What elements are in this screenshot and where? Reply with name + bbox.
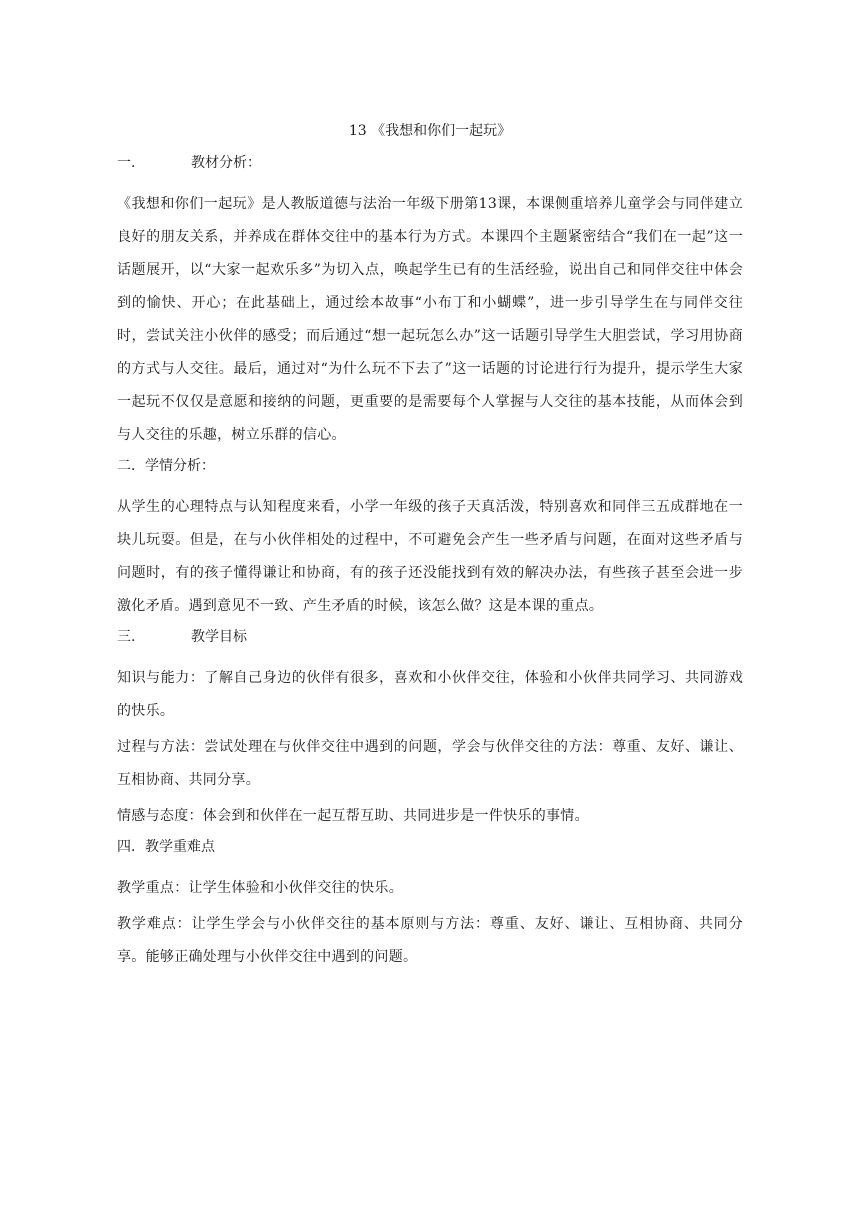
section-number: 二． (117, 458, 145, 474)
paragraph: 从学生的心理特点与认知程度来看，小学一年级的孩子天真活泼，特别喜欢和同伴三五成群地在一块儿玩耍。但是，在与小伙伴相处的过程中，不可避免会产生一些矛盾与问题，在面对这些矛盾与问题时，有的孩子懂得谦让和协商，有的孩子还没能找到有效的解决办法，有些孩子甚至会进一步激化矛盾。遇到意见不一致、产生矛盾的时候，该怎么做？这是本课的重点。 (117, 499, 743, 614)
paragraph: 情感与态度：体会到和伙伴在一起互帮互助、共同进步是一件快乐的事情。 (117, 808, 589, 824)
document-title: 13 《我想和你们一起玩》 (348, 123, 512, 139)
paragraph: 教学重点：让学生体验和小伙伴交往的快乐。 (117, 880, 403, 896)
section-heading-text: 教材分析： (191, 155, 261, 171)
section-heading-text: 教学重难点 (145, 839, 215, 855)
section-heading-4 (117, 836, 743, 858)
section-number: 一. (117, 155, 136, 171)
paragraph: 教学难点：让学生学会与小伙伴交往的基本原则与方法：尊重、友好、谦让、互相协商、共同分享。能够正确处理与小伙伴交往中遇到的问题。 (117, 916, 743, 965)
paragraph: 知识与能力：了解自己身边的伙伴有很多，喜欢和小伙伴交往，体验和小伙伴共同学习、共同游戏的快乐。 (117, 670, 743, 719)
section-heading-text: 学情分析： (145, 458, 215, 474)
section-number: 四． (117, 839, 145, 855)
paragraph: 《我想和你们一起玩》是人教版道德与法治一年级下册第13课，本课侧重培养儿童学会与同伴建立良好的朋友关系，并养成在群体交往中的基本行为方式。本课四个主题紧密结合“我们在一起”这一话题展开，以“大家一起欢乐多”为切入点，唤起学生已有的生活经验，说出自己和同伴交往中体会到的愉快、开心；在此基础上，通过绘本故事“小布丁和小蝴蝶”，进一步引导学生在与同伴交往时，尝试关注小伙伴的感受；而后通过“想一起玩怎么办”这一话题引导学生大胆尝试，学习用协商的方式与人交往。最后，通过对“为什么玩不下去了”这一话题的讨论进行行为提升，提示学生大家一起玩不仅仅是意愿和接纳的问题，更重要的是需要每个人掌握与人交往的基本技能，从而体会到与人交往的乐趣，树立乐群的信心。 (117, 196, 743, 443)
paragraph: 过程与方法：尝试处理在与伙伴交往中遇到的问题，学会与伙伴交往的方法：尊重、友好、谦让、互相协商、共同分享。 (117, 739, 743, 788)
section-number: 三. (117, 629, 136, 645)
section-heading-text: 教学目标 (191, 629, 247, 645)
section-heading-1 (117, 152, 743, 174)
document-page (117, 117, 743, 977)
section-heading-3 (117, 626, 743, 648)
section-heading-2 (117, 455, 743, 477)
